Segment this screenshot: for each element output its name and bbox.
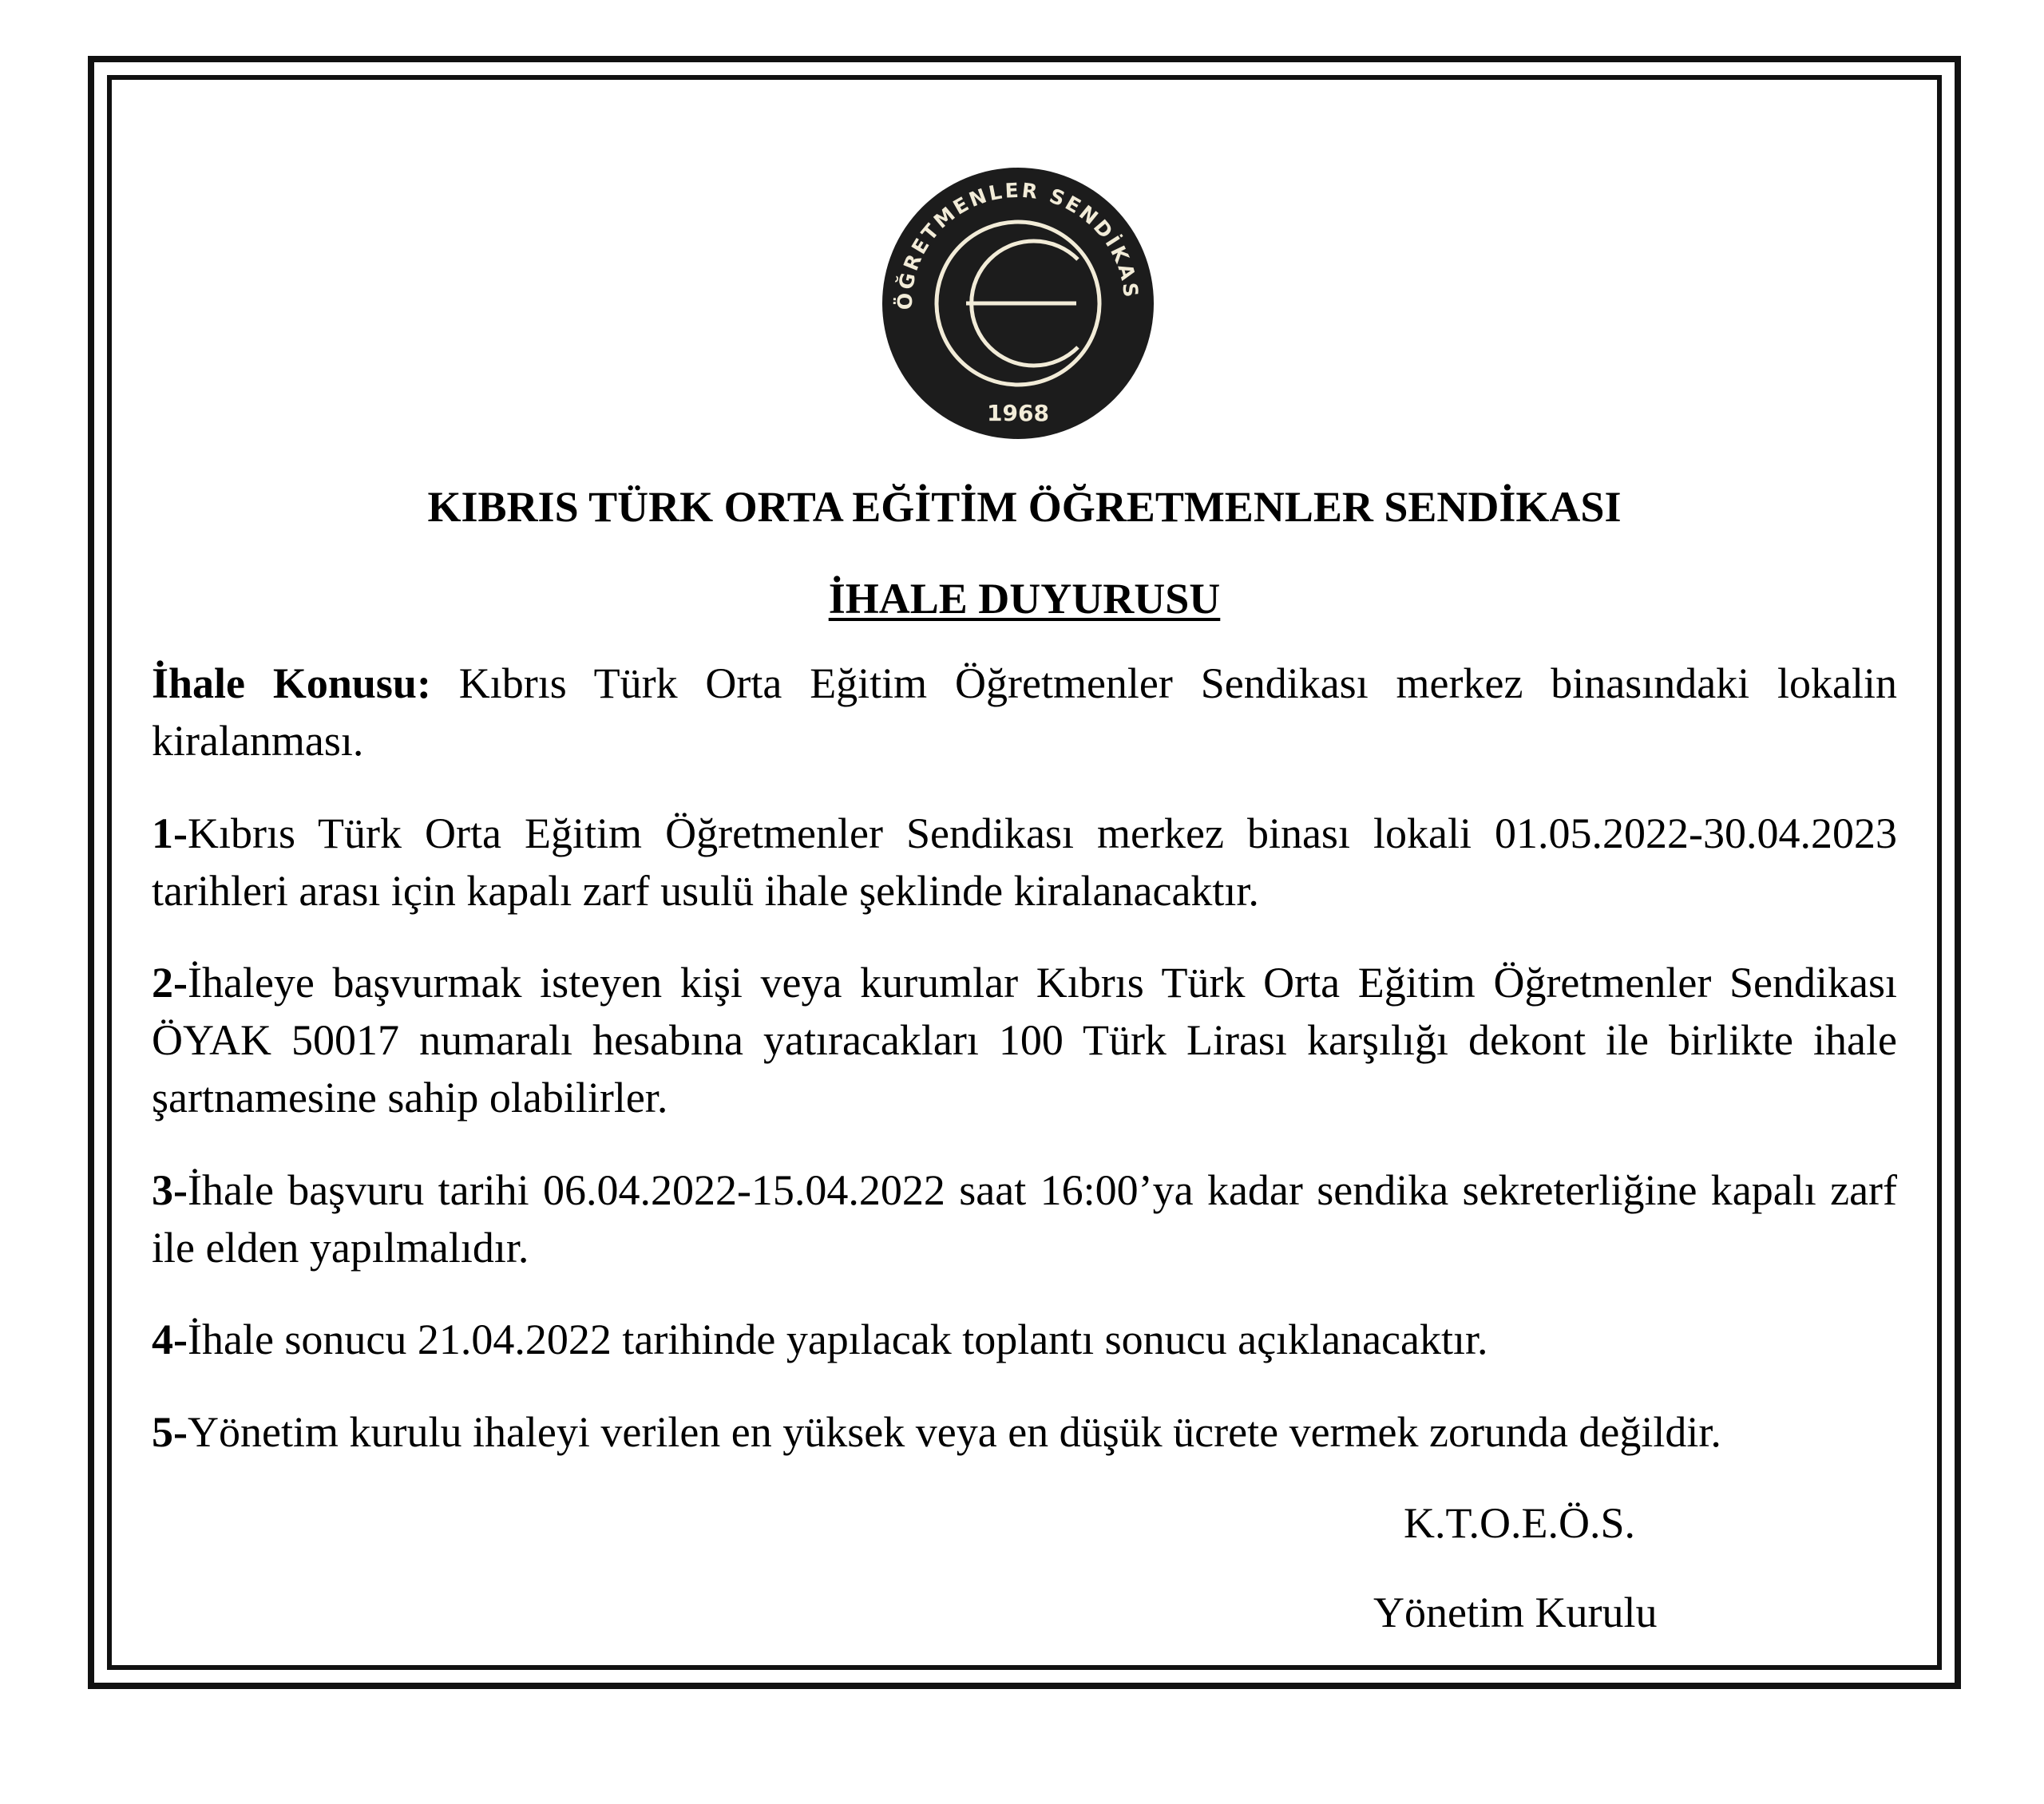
item-4 [152, 1311, 1897, 1368]
item-2 [152, 954, 1897, 1126]
item-5 [152, 1403, 1897, 1461]
tender-subject-label: İhale Konusu: [152, 659, 431, 707]
item-text: İhaleye başvurmak isteyen kişi veya kurumlar Kıbrıs Türk Orta Eğitim Öğretmenler Sendikası ÖYAK 50017 numaralı hesabına yatıracakları 100 Türk Lirası karşılığı dekont ile birlikte ihale şartnamesine sahip olabilirler. [152, 959, 1897, 1122]
item-number: 3- [152, 1166, 188, 1214]
union-logo [878, 164, 1158, 443]
logo-ring-text: ÖĞRETMENLER SENDİKAS [893, 178, 1143, 311]
union-logo-svg [878, 164, 1158, 443]
item-number: 2- [152, 959, 188, 1007]
tender-subject-text: Kıbrıs Türk Orta Eğitim Öğretmenler Sendikası merkez binasındaki lokalin kiralanması. [152, 659, 1897, 765]
item-text: Yönetim kurulu ihaleyi verilen en yüksek veya en düşük ücrete vermek zorunda değildir. [187, 1408, 1721, 1456]
logo-year: 1968 [987, 400, 1049, 426]
signature-board: Yönetim Kurulu [1373, 1588, 1658, 1636]
signature-abbrev: K.T.O.E.Ö.S. [1404, 1499, 1635, 1547]
item-text: İhale sonucu 21.04.2022 tarihinde yapılacak toplantı sonucu açıklanacaktır. [187, 1315, 1488, 1363]
item-text: Kıbrıs Türk Orta Eğitim Öğretmenler Sendikası merkez binası lokali 01.05.2022-30.04.2023 tarihleri arası için kapalı zarf usulü ihale şeklinde kiralanacaktır. [152, 809, 1897, 915]
item-number: 5- [152, 1408, 188, 1456]
tender-subject [152, 655, 1897, 769]
item-3 [152, 1161, 1897, 1276]
announcement-title: İHALE DUYURUSU [828, 575, 1221, 623]
item-text: İhale başvuru tarihi 06.04.2022-15.04.2022 saat 16:00’ya kadar sendika sekreterliğine kapalı zarf ile elden yapılmalıdır. [152, 1166, 1897, 1272]
item-1 [152, 805, 1897, 920]
organization-title: KIBRIS TÜRK ORTA EĞİTİM ÖĞRETMENLER SENDİKASI [427, 483, 1622, 531]
item-number: 1- [152, 809, 188, 857]
item-number: 4- [152, 1315, 188, 1363]
